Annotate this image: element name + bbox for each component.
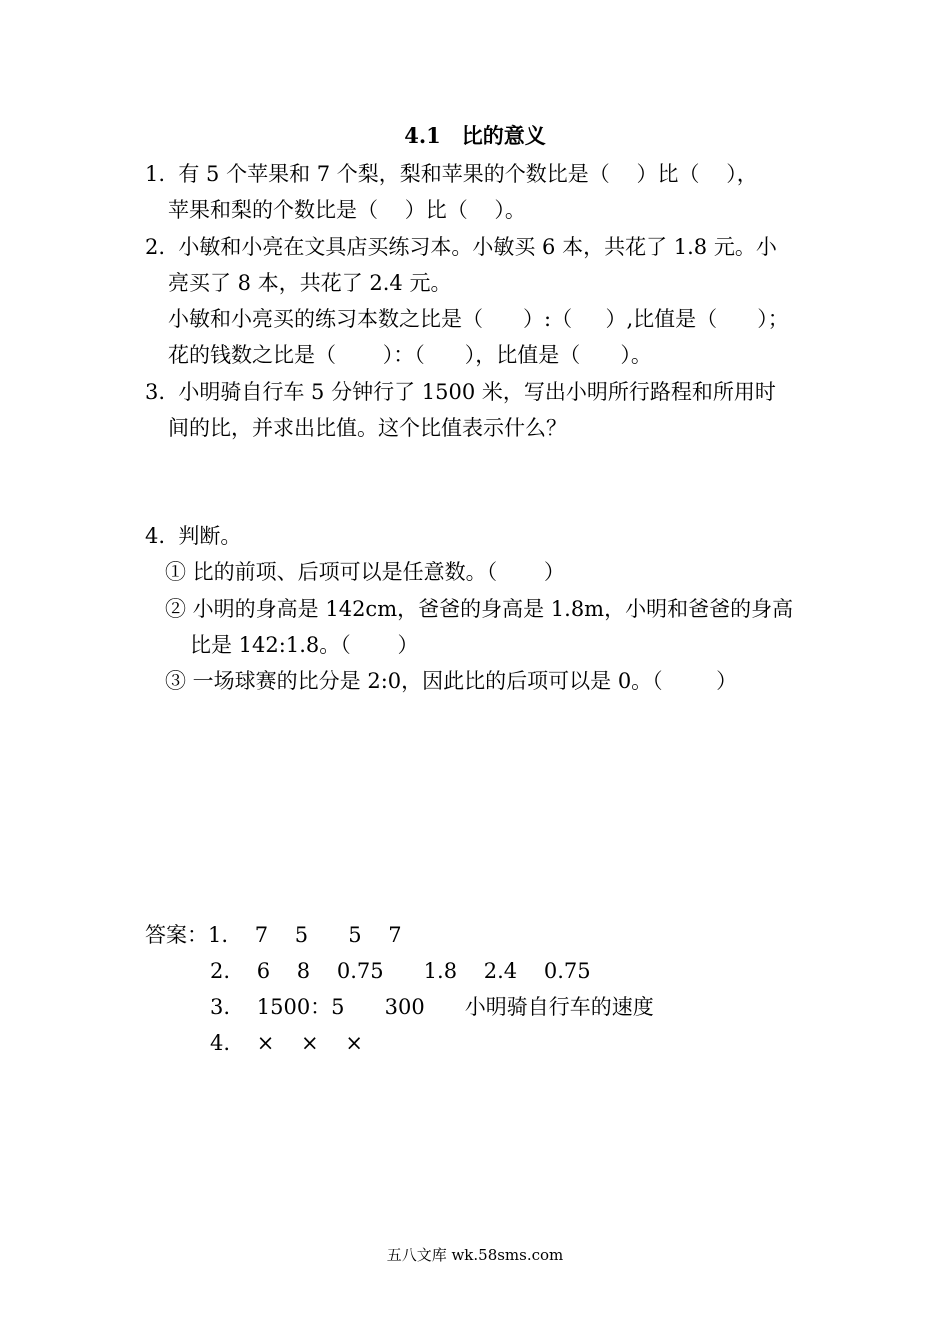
page-title: 4.1 比的意义 <box>404 123 546 148</box>
answer-line-3: 3. 1500：5 300 小明骑自行车的速度 <box>210 995 654 1019</box>
footer-watermark: 五八文库 wk.58sms.com <box>386 1246 564 1264</box>
answer-line-2: 2. 6 8 0.75 1.8 2.4 0.75 <box>210 959 591 983</box>
question-4-item-3: ③ 一场球赛的比分是 2:0，因此比的后项可以是 0。（ ） <box>165 669 738 693</box>
question-4-heading: 4. 判断。 <box>145 524 242 548</box>
question-2-line-1: 2. 小敏和小亮在文具店买练习本。小敏买 6 本，共花了 1.8 元。小 <box>145 235 777 259</box>
answer-line-4: 4. × × × <box>210 1031 363 1055</box>
question-4-item-1: ① 比的前项、后项可以是任意数。（ ） <box>165 560 565 584</box>
question-4-item-2-line-2: 比是 142:1.8。（ ） <box>190 633 419 657</box>
question-2-line-2: 亮买了 8 本，共花了 2.4 元。 <box>168 271 452 295</box>
question-1-line-2: 苹果和梨的个数比是（ ）比（ ）。 <box>168 198 526 222</box>
question-1-line-1: 1. 有 5 个苹果和 7 个梨，梨和苹果的个数比是（ ）比（ ）， <box>145 162 758 186</box>
question-2-line-4: 花的钱数之比是（ ）：（ ），比值是（ ）。 <box>168 343 652 367</box>
question-4-item-2-line-1: ② 小明的身高是 142cm，爸爸的身高是 1.8m，小明和爸爸的身高 <box>165 597 794 621</box>
answer-line-1: 答案：1. 7 5 5 7 <box>145 923 402 947</box>
question-3-line-2: 间的比，并求出比值。这个比值表示什么？ <box>168 416 567 440</box>
question-3-line-1: 3. 小明骑自行车 5 分钟行了 1500 米，写出小明所行路程和所用时 <box>145 380 776 404</box>
question-2-line-3: 小敏和小亮买的练习本数之比是（ ）:（ ）,比值是（ ）； <box>168 307 789 331</box>
